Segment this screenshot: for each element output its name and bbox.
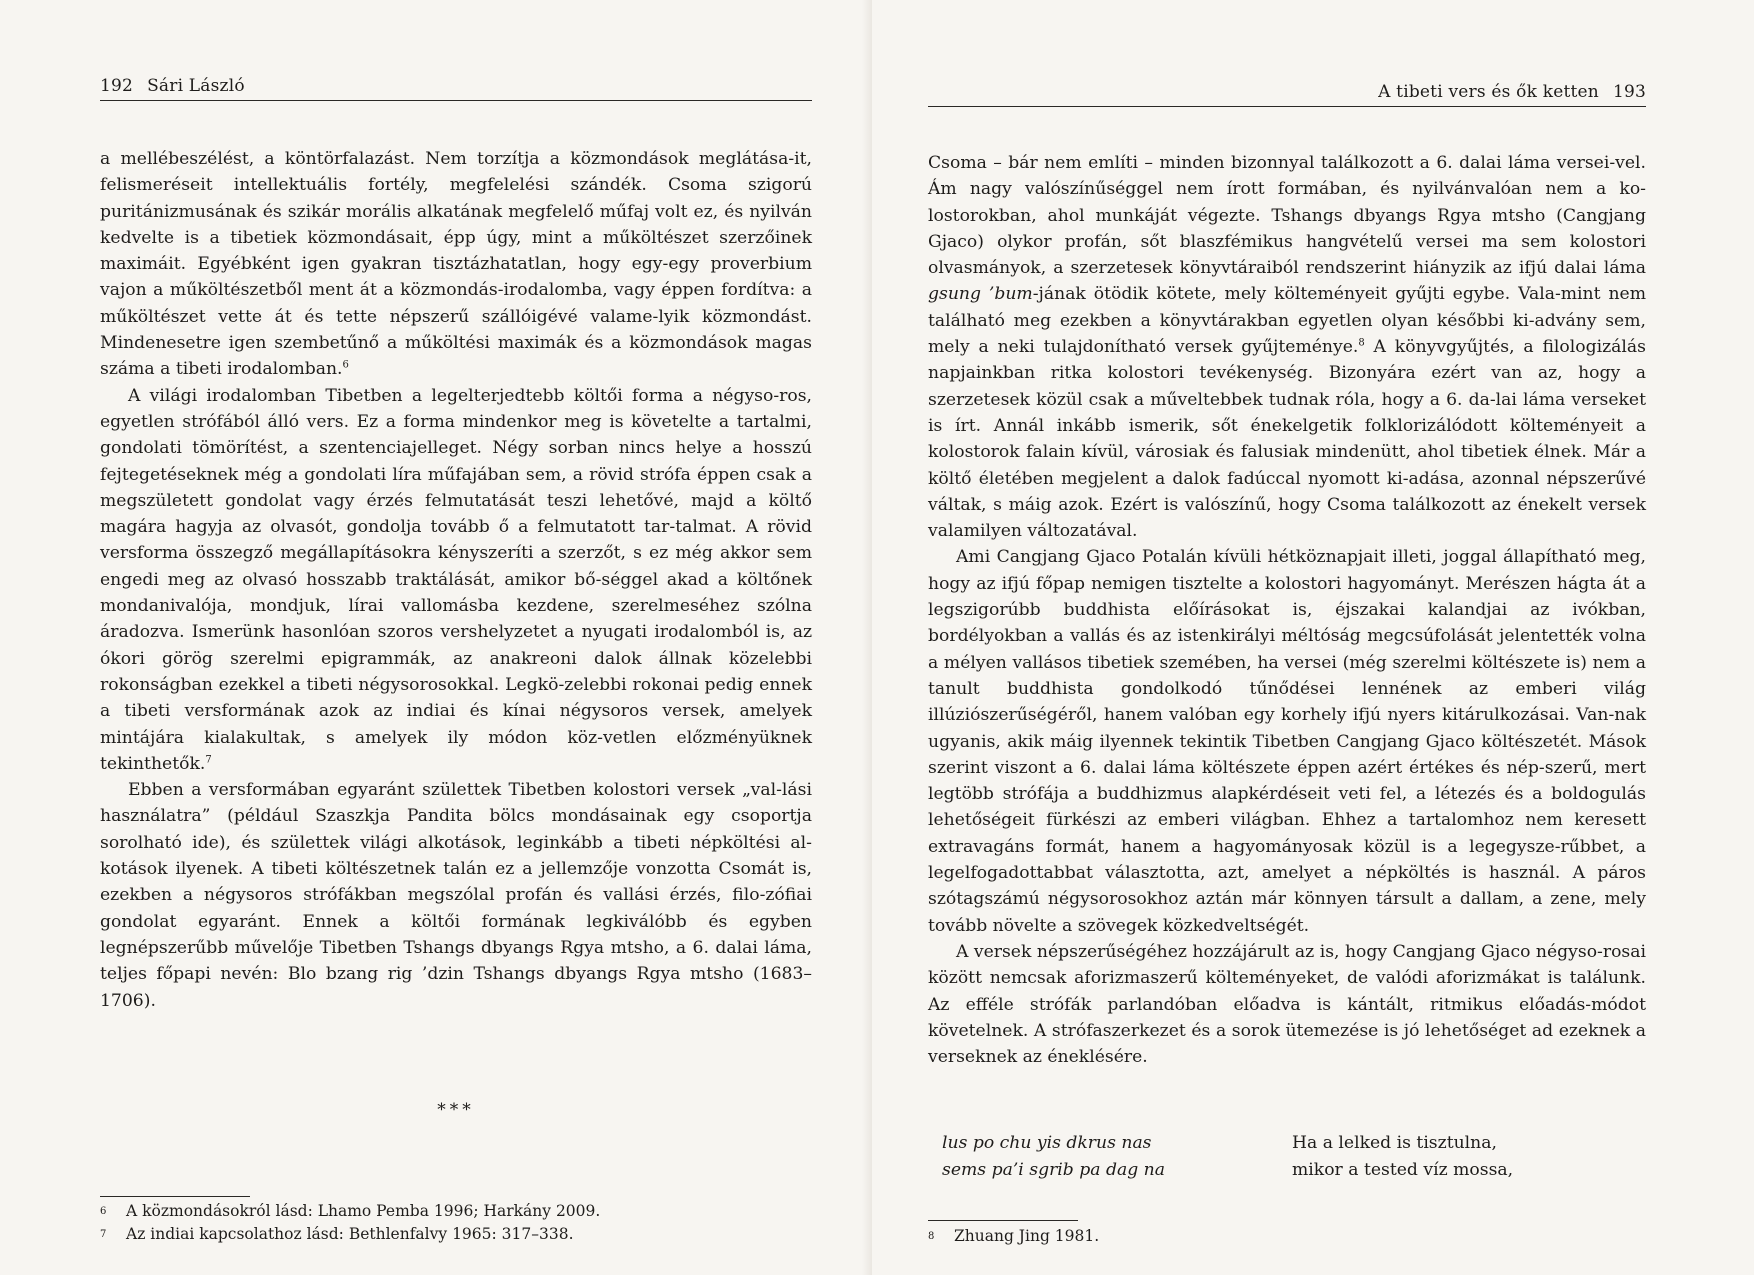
left-footnote-rule bbox=[100, 1196, 250, 1197]
left-running-head bbox=[100, 76, 812, 101]
poem-excerpt bbox=[942, 1130, 1642, 1184]
note-mark-7: 7 bbox=[205, 754, 212, 766]
left-paragraph-1: a mellébeszélést, a köntörfalazást. Nem torzítja a közmondások meglátása-it, felismeréseit intellektuális fortély, megfelelési szándék. Csoma szigorú puritánizmusának és szikár morális alkatának megfelelő műfaj volt ez, és nyilván kedvelte is a tibetiek közmondásait, épp úgy, mint a műköltészet szerzőinek maximáit. Egyébként igen gyakran tisztázhatatlan, hogy egy-egy proverbium vajon a műköltészetből ment át a közmondás-irodalomba, vagy éppen fordítva: a műköltészet vette át és tette népszerű szállóigévé valame-lyik közmondást. Mindenesetre igen szembetűnő a műköltési maximák és a közmondások magas száma a tibeti irodalomban.$^6$ bbox=[100, 149, 812, 380]
right-page-number: 193 bbox=[1612, 82, 1646, 102]
poem-tibetan: lus po chu yis dkrus nas sems pa’i sgrib pa dag na bbox=[942, 1133, 1165, 1180]
right-running-head bbox=[928, 82, 1646, 107]
left-footnotes bbox=[100, 1200, 812, 1246]
left-paragraph-3: Ebben a versformában egyaránt születtek Tibetben kolostori versek „val-lási használatra” (például Szaszkja Pandita bölcs mondásainak egy csoportja sorolható ide), és születtek világi alkotások, leginkább a tibeti népköltési al-kotások ilyenek. A tibeti költészetnek talán ez a jellemzője vonzotta Csomát is, ezekben a négysoros strófákban megszólal profán és vallási érzés, filo-zófiai gondolat egyaránt. Ennek a költői formának legkiválóbb és egyben legnépszerűbb művelője Tibetben Tshangs dbyangs Rgya mtsho, a 6. dalai láma, teljes főpapi nevén: Blo bzang rig ’dzin Tshangs dbyangs Rgya mtsho (1683–1706). bbox=[100, 780, 812, 1011]
right-paragraph-1: Csoma – bár nem említi – minden bizonnyal találkozott a 6. dalai láma versei-vel. Ám nagy valószínűséggel nem írott formában, és nyilvánvalóan nem a ko-lostorokban, ahol munkáját végezte. Tshangs dbyangs Rgya mtsho (Cangjang Gjaco) olykor profán, sőt blaszfémikus hangvételű versei ma sem kolostori olvasmányok, a szerzetesek könyvtáraiból rendszerint hiányzik az ifjú dalai láma gsung ’bum-jának ötödik kötete, mely költeményeit gyűjti egybe. Vala-mint nem található meg ezekben a könyvtárakban egyetlen olyan későbbi ki-advány sem, mely a neki tulajdonítható versek gyűjteménye.$^8$ A könyvgyűjtés, a filologizálás napjainkban ritka kolostori tevékenység. Bizonyára ezért van az, hogy a szerzetesek közül csak a műveltebbek tudnak róla, hogy a 6. da-lai láma verseket is írt. Annál inkább ismerik, sőt énekelgetik folklorizálódott költeményeit a kolostorok falain kívül, városiak és falusiak mindenütt, ahol tibetiek élnek. Már a költő életében megjelent a dalok fadúccal nyomott ki-adása, azonnal népszerűvé váltak, s máig azok. Ezért is valószínű, hogy Csoma találkozott az énekelt versek valamilyen változatával. bbox=[928, 153, 1646, 542]
left-body-text bbox=[100, 146, 812, 1014]
left-page bbox=[0, 0, 872, 1275]
note-mark-8: 8 bbox=[1358, 337, 1365, 349]
right-body-text bbox=[928, 150, 1646, 1070]
right-footnote-rule bbox=[928, 1220, 1078, 1221]
section-break: *** bbox=[437, 1100, 475, 1120]
right-paragraph-2: Ami Cangjang Gjaco Potalán kívüli hétköznapjait illeti, joggal állapítható meg, hogy az ifjú főpap nemigen tisztelte a kolostori hagyományt. Merészen hágta át a legszigorúbb buddhista előírásokat is, éjszakai kalandjai az ivókban, bordélyokban a vallás és az istenkirályi méltóság megcsúfolását jelentették volna a mélyen vallásos tibetiek szemében, ha versei (még szerelmi költészete is) nem a tanult buddhista gondolkodó tűnődései lennének az emberi világ illúziószerűségéről, hanem valóban egy korhely ifjú nyers kitárulkozásai. Van-nak ugyanis, akik máig ilyennek tekintik Tibetben Cangjang Gjaco költészetét. Mások szerint viszont a 6. dalai láma költészete éppen azért értékes és nép-szerű, mert legtöbb strófája a buddhizmus alapkérdéseit veti fel, a létezés és a boldogulás lehetőségeit fürkészi az emberi világban. Ehhez a tartalomhoz nem keresett extravagáns formát, hanem a hagyományosak közül is a legegysze-rűbbet, a legelfogadottabbat választotta, azt, amelyet a népköltés is használ. A páros szótagszámú négysorosokhoz aztán már könnyen társult a dallam, a zene, mely tovább növelte a szövegek közkedveltségét. bbox=[928, 547, 1646, 936]
poem-hungarian: Ha a lelked is tisztulna, mikor a tested víz mossa, bbox=[1292, 1133, 1514, 1180]
footnote: 8 Zhuang Jing 1981. bbox=[928, 1227, 1100, 1245]
right-footnotes bbox=[928, 1225, 1646, 1248]
left-page-number: 192 bbox=[100, 76, 134, 96]
right-paragraph-3: A versek népszerűségéhez hozzájárult az is, hogy Cangjang Gjaco négyso-rosai között nemcsak aforizmaszerű költeményeket, de valódi aforizmákat is találunk. Az efféle strófák parlandóban előadva is kántált, ritmikus előadás-módot követelnek. A strófaszerkezet és a sorok ütemezése is jó lehetőséget ad ezeknek a verseknek az éneklésére. bbox=[928, 941, 1646, 1068]
left-running-title: Sári László bbox=[147, 76, 245, 96]
footnote: 7 Az indiai kapcsolathoz lásd: Bethlenfalvy 1965: 317–338. bbox=[100, 1225, 574, 1243]
left-paragraph-2: A világi irodalomban Tibetben a legelterjedtebb költői forma a négyso-ros, egyetlen strófából álló vers. Ez a forma mindenkor meg is követelte a tartalmi, gondolati tömörítést, a szentenciajelleget. Négy sorban nincs helye a hosszú fejtegetéseknek még a gondolati líra műfajában sem, a rövid strófa éppen csak a megszületett gondolat vagy érzés felmutatását teszi lehetővé, majd a költő magára hagyja az olvasót, gondolja tovább ő a felmutatott tar-talmat. A rövid versforma összegző megállapításokra kényszeríti a szerzőt, s ez még akkor sem engedi meg az olvasó hosszabb traktálását, amikor bő-séggel akad a költőnek mondanivalója, mondjuk, lírai vallomásba kezdene, szerelmeséhez szólna áradozva. Ismerünk hasonlóan szoros vershelyzetet a nyugati irodalomból is, az ókori görög szerelmi epigrammák, az anakreoni dalok állnak közelebbi rokonságban ezekkel a tibeti négysorosokkal. Legkö-zelebbi rokonai pedig ennek a tibeti versformának azok az indiai és kínai négysoros versek, amelyek mintájára kialakultak, s amelyek ily módon köz-vetlen előzményüknek tekinthetők.$^7$ bbox=[100, 385, 812, 774]
footnote: 6 A közmondásokról lásd: Lhamo Pemba 1996; Harkány 2009. bbox=[100, 1202, 601, 1220]
right-page bbox=[872, 0, 1754, 1275]
note-mark-6: 6 bbox=[342, 359, 349, 371]
right-running-title: A tibeti vers és ők ketten bbox=[1378, 82, 1599, 102]
